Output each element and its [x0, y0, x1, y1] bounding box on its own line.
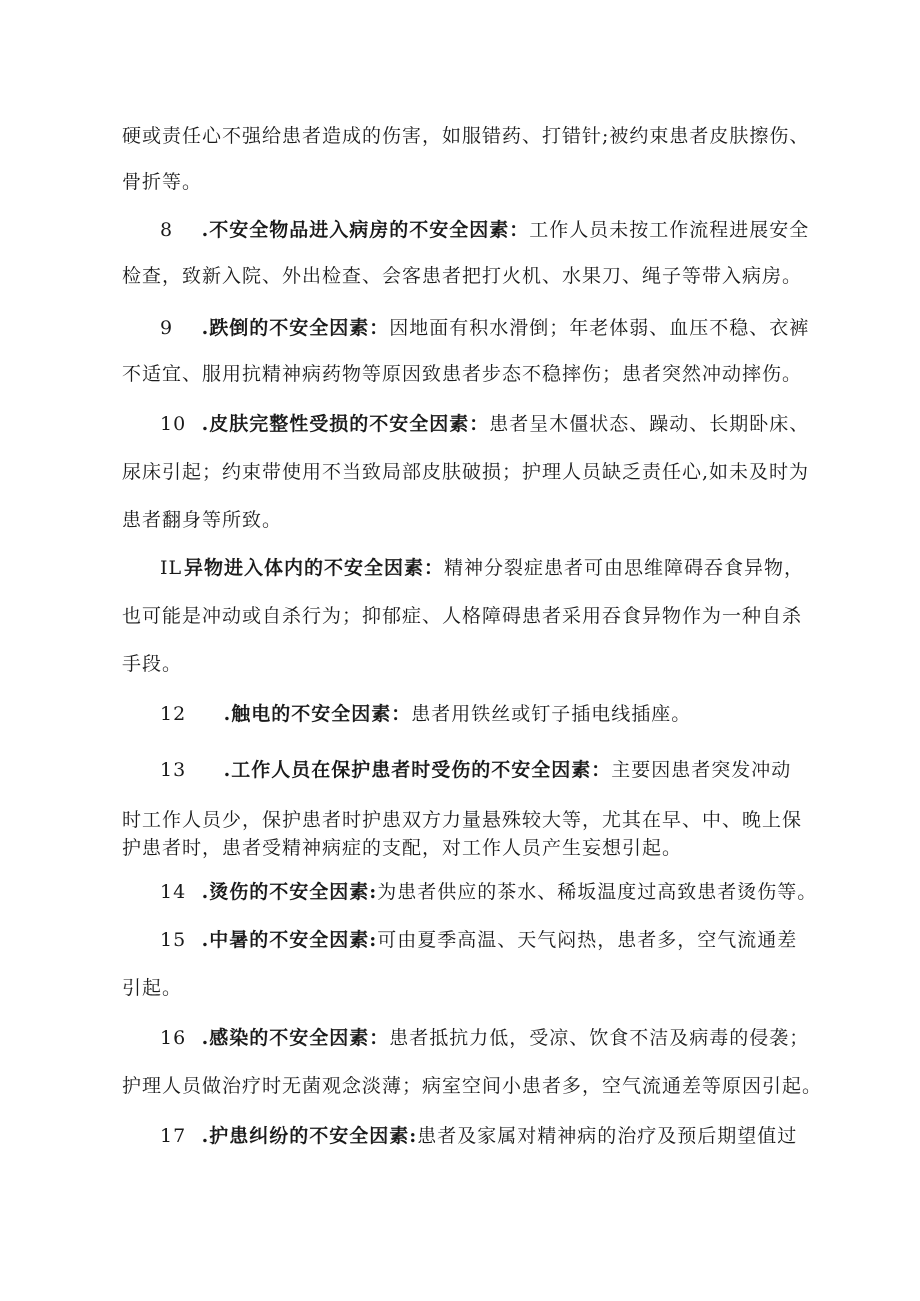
- paragraph-line: 时工作人员少，保护患者时护患双方力量悬殊较大等，尤其在早、中、晚上保: [122, 809, 803, 831]
- item-text: 患者抵抗力低，受凉、饮食不洁及病毒的侵袭；: [389, 1027, 810, 1049]
- list-item-11: [160, 556, 804, 580]
- list-item-14: [160, 880, 817, 904]
- list-item-15: [160, 928, 797, 952]
- paragraph-line: 手段。: [122, 653, 183, 675]
- item-number: 14: [160, 881, 187, 903]
- item-text: 患者及家属对精神病的治疗及预后期望值过: [417, 1125, 798, 1147]
- item-number: IL: [160, 557, 183, 579]
- paragraph-line: 患者翻身等所致。: [122, 509, 283, 531]
- item-title: .感染的不安全因素：: [194, 1027, 390, 1049]
- item-title: 异物进入体内的不安全因素：: [184, 557, 445, 579]
- paragraph-line: 引起。: [122, 977, 183, 999]
- list-item-13: [160, 758, 791, 782]
- list-item-10: [160, 412, 809, 436]
- item-number: 9: [160, 317, 174, 339]
- paragraph-line: 护患者时，患者受精神病症的支配，对工作人员产生妄想引起。: [122, 837, 683, 859]
- item-text: 因地面有积水滑倒；年老体弱、血压不稳、衣裤: [389, 317, 810, 339]
- paragraph-line: 护理人员做治疗时无菌观念淡薄；病室空间小患者多，空气流通差等原因引起。: [122, 1075, 823, 1097]
- item-title: .触电的不安全因素：: [216, 703, 412, 725]
- item-text: 精神分裂症患者可由思维障碍吞食异物，: [444, 557, 805, 579]
- item-number: 8: [160, 219, 174, 241]
- list-item-17: [160, 1124, 797, 1148]
- item-title: .工作人员在保护患者时受伤的不安全因素：: [216, 759, 612, 781]
- item-title: .中暑的不安全因素:: [194, 929, 378, 951]
- list-item-9: [160, 316, 809, 340]
- paragraph-line: 尿床引起；约束带使用不当致局部皮肤破损；护理人员缺乏责任心,如未及时为: [122, 461, 810, 483]
- paragraph-line: 也可能是冲动或自杀行为；抑郁症、人格障碍患者采用吞食异物作为一种自杀: [122, 605, 803, 627]
- item-number: 15: [160, 929, 187, 951]
- item-text: 为患者供应的茶水、稀坂温度过高致患者烫伤等。: [377, 881, 818, 903]
- item-title: .跌倒的不安全因素：: [194, 317, 390, 339]
- item-title: .不安全物品进入病房的不安全因素：: [194, 219, 530, 241]
- item-title: .护患纠纷的不安全因素:: [194, 1125, 418, 1147]
- item-text: 主要因患者突发冲动: [611, 759, 792, 781]
- list-item-8: [160, 218, 809, 242]
- item-text: 工作人员未按工作流程进展安全: [529, 219, 810, 241]
- item-text: 可由夏季高温、天气闷热，患者多，空气流通差: [377, 929, 798, 951]
- item-title: .皮肤完整性受损的不安全因素：: [194, 413, 490, 435]
- item-text: 患者用铁丝或钉子插电线插座。: [411, 703, 692, 725]
- item-number: 16: [160, 1027, 187, 1049]
- paragraph-line: 检查，致新入院、外出检查、会客患者把打火机、水果刀、绳子等带入病房。: [122, 265, 803, 287]
- item-text: 患者呈木僵状态、躁动、长期卧床、: [489, 413, 810, 435]
- list-item-12: [160, 702, 691, 726]
- list-item-16: [160, 1026, 809, 1050]
- paragraph-line: 硬或责任心不强给患者造成的伤害，如服错药、打错针;被约束患者皮肤擦伤、: [122, 125, 810, 147]
- item-title: .烫伤的不安全因素:: [194, 881, 378, 903]
- item-number: 13: [160, 759, 187, 781]
- item-number: 10: [160, 413, 187, 435]
- paragraph-line: 骨折等。: [122, 171, 203, 193]
- item-number: 17: [160, 1125, 187, 1147]
- paragraph-line: 不适宜、服用抗精神病药物等原因致患者步态不稳摔伤；患者突然冲动摔伤。: [122, 363, 803, 385]
- item-number: 12: [160, 703, 187, 725]
